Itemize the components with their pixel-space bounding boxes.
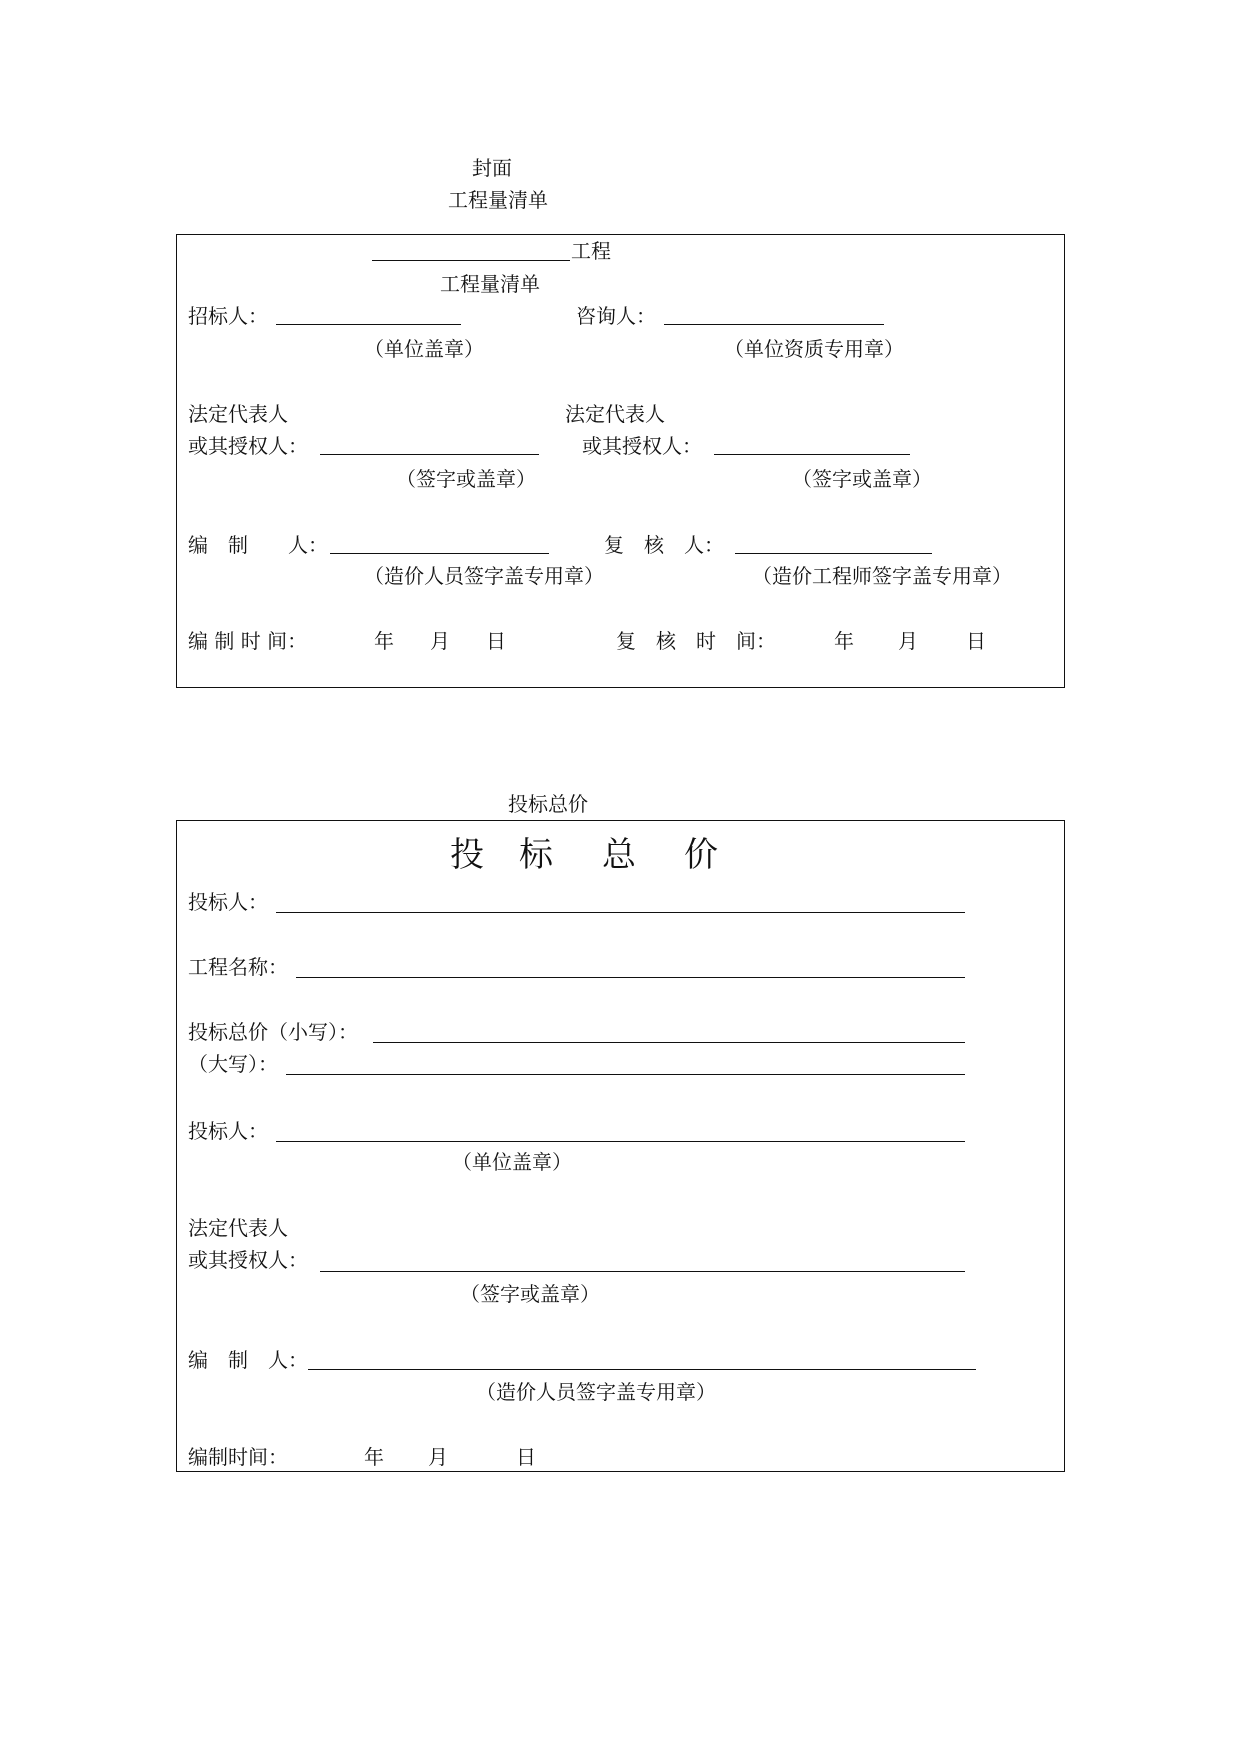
compiler-label: 编 制 人： xyxy=(188,533,328,557)
bid-title-char-2: 标 xyxy=(519,835,555,875)
bid-sign-or-seal-note: （签字或盖章） xyxy=(460,1282,600,1306)
bid-compile-time-label: 编制时间： xyxy=(188,1445,288,1469)
sign-or-seal-right: （签字或盖章） xyxy=(792,467,932,491)
project-name-blank[interactable] xyxy=(372,260,570,261)
cover-heading: 封面 xyxy=(472,156,512,180)
legal-rep-right-blank[interactable] xyxy=(714,454,910,455)
bid-legal-rep-line1: 法定代表人 xyxy=(188,1216,288,1240)
total-lower-label: 投标总价（小写）： xyxy=(188,1020,358,1044)
project-name-field-blank[interactable] xyxy=(296,977,965,978)
cost-engineer-note: （造价工程师签字盖专用章） xyxy=(752,564,1012,588)
bid-heading: 投标总价 xyxy=(508,792,588,816)
legal-rep-left-blank[interactable] xyxy=(320,454,539,455)
project-name-label: 工程名称： xyxy=(188,955,288,979)
compiler-blank[interactable] xyxy=(330,553,549,554)
cost-staff-note: （造价人员签字盖专用章） xyxy=(364,564,604,588)
review-time-label: 复 核 时 间： xyxy=(616,629,776,653)
bid-cost-staff-note: （造价人员签字盖专用章） xyxy=(476,1380,716,1404)
compile-year: 年 xyxy=(374,629,394,653)
total-upper-label: （大写）： xyxy=(188,1052,278,1076)
legal-rep-left-line2: 或其授权人： xyxy=(188,434,308,458)
unit-seal-note: （单位盖章） xyxy=(364,337,484,361)
bid-compiler-label: 编 制 人： xyxy=(188,1348,308,1372)
compile-day: 日 xyxy=(486,629,506,653)
qualification-seal-note: （单位资质专用章） xyxy=(724,337,904,361)
bid-bidder-blank-2[interactable] xyxy=(276,1141,965,1142)
bid-day: 日 xyxy=(516,1445,536,1469)
bid-legal-rep-line2: 或其授权人： xyxy=(188,1248,308,1272)
reviewer-label: 复 核 人： xyxy=(604,533,724,557)
bid-legal-rep-blank[interactable] xyxy=(320,1271,965,1272)
bid-title-char-3: 总 xyxy=(602,835,638,875)
legal-rep-left-line1: 法定代表人 xyxy=(188,402,288,426)
tenderer-blank[interactable] xyxy=(276,324,461,325)
tenderer-label: 招标人： xyxy=(188,304,268,328)
total-lower-blank[interactable] xyxy=(373,1042,965,1043)
bid-bidder-label: 投标人： xyxy=(188,890,268,914)
bid-bidder-label-2: 投标人： xyxy=(188,1119,268,1143)
cover-form-box xyxy=(176,234,1065,688)
bid-unit-seal-note: （单位盖章） xyxy=(452,1150,572,1174)
reviewer-blank[interactable] xyxy=(735,553,932,554)
compile-month: 月 xyxy=(430,629,450,653)
sign-or-seal-left: （签字或盖章） xyxy=(396,467,536,491)
compile-time-label: 编 制 时 间： xyxy=(188,629,308,653)
legal-rep-right-line1: 法定代表人 xyxy=(565,402,665,426)
bid-title-char-1: 投 xyxy=(450,835,486,875)
cover-subheading: 工程量清单 xyxy=(448,188,548,212)
total-upper-blank[interactable] xyxy=(286,1074,965,1075)
review-year: 年 xyxy=(834,629,854,653)
consultant-label: 咨询人： xyxy=(576,304,656,328)
inner-title: 工程量清单 xyxy=(440,272,540,296)
review-month: 月 xyxy=(898,629,918,653)
bid-year: 年 xyxy=(364,1445,384,1469)
legal-rep-right-line2: 或其授权人： xyxy=(582,434,702,458)
project-suffix: 工程 xyxy=(571,239,611,263)
review-day: 日 xyxy=(966,629,986,653)
bid-bidder-blank[interactable] xyxy=(276,912,965,913)
bid-month: 月 xyxy=(428,1445,448,1469)
bid-compiler-blank[interactable] xyxy=(308,1369,976,1370)
bid-form-box xyxy=(176,820,1065,1472)
bid-title-char-4: 价 xyxy=(684,835,720,875)
consultant-blank[interactable] xyxy=(664,324,884,325)
